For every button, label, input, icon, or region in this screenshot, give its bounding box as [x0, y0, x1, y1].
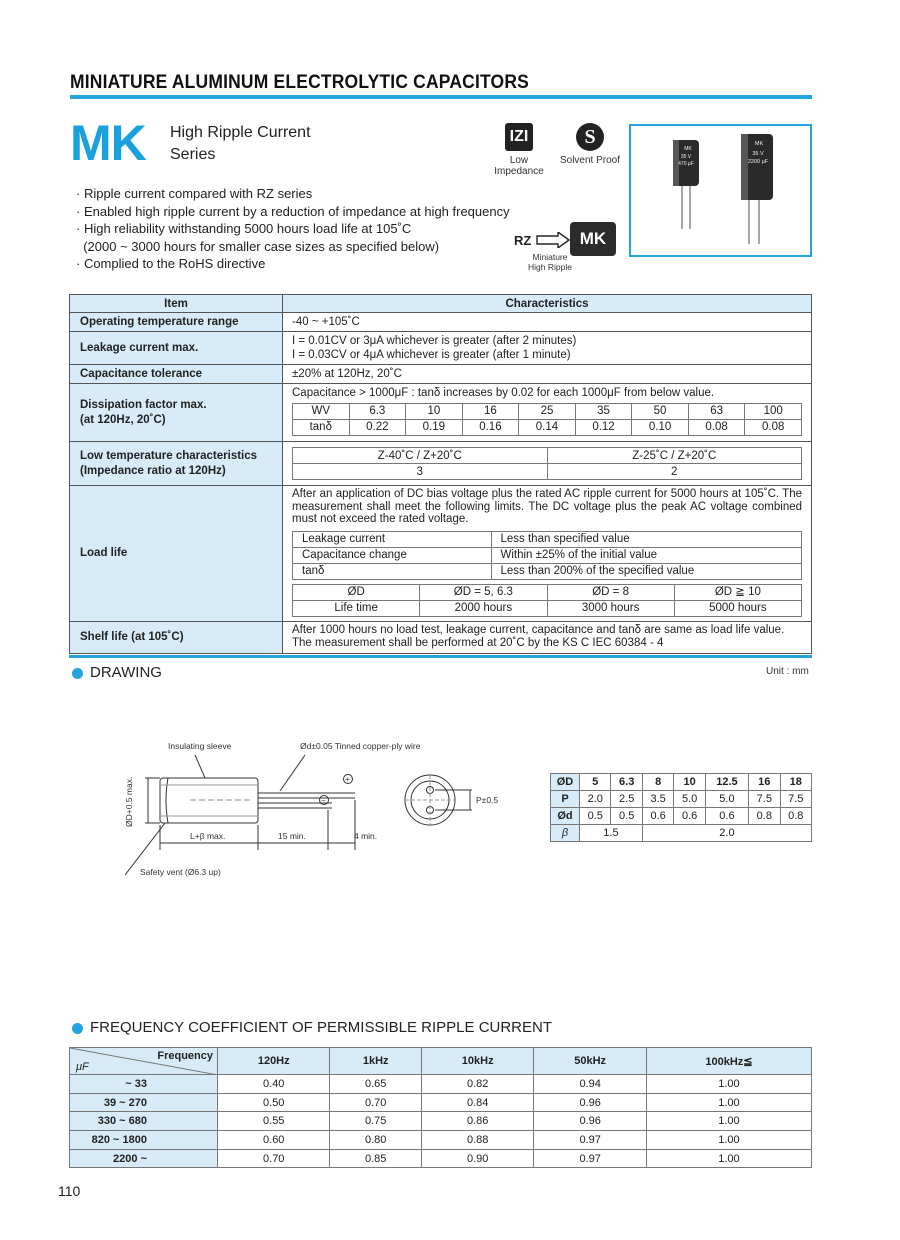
dim-label: Ød — [551, 808, 580, 825]
solvent-proof-icon: S — [576, 123, 604, 151]
life-val: 5000 hours — [674, 600, 801, 616]
series-code: MK — [70, 115, 146, 171]
page-number: 110 — [58, 1183, 81, 1199]
freq-cell: 0.50 — [218, 1093, 330, 1112]
frequency-table — [69, 1047, 812, 1168]
freq-cell: 0.88 — [421, 1131, 533, 1150]
page-title: MINIATURE ALUMINUM ELECTROLYTIC CAPACITORS — [70, 72, 529, 93]
series-name-line1: High Ripple Current — [170, 124, 311, 141]
table-row — [70, 1149, 812, 1168]
low-temp-head: Z-40˚C / Z+20˚C — [293, 448, 548, 464]
low-impedance-label: Low Impedance — [494, 155, 544, 177]
solvent-proof-label: Solvent Proof — [559, 155, 621, 166]
df-wv: 10 — [406, 403, 463, 419]
leakage-label: Leakage current max. — [70, 332, 283, 365]
low-temp-val: 2 — [547, 464, 802, 480]
freq-range: 330 ~ 680 — [70, 1112, 218, 1131]
df-wv-label: WV — [293, 403, 350, 419]
life-head: ØD — [293, 584, 420, 600]
caption-line1: Miniature — [532, 252, 568, 262]
shelf-value — [283, 621, 812, 653]
low-temp-value — [283, 442, 812, 486]
freq-range: 820 ~ 1800 — [70, 1131, 218, 1150]
freq-header: 50kHz — [534, 1048, 646, 1075]
table-row — [70, 313, 812, 332]
cap-tol-value: ±20% at 120Hz, 20˚C — [283, 365, 812, 384]
small-cap-brand: MK — [684, 146, 692, 152]
section-rule — [69, 655, 812, 658]
table-row — [70, 384, 812, 442]
df-wv: 35 — [575, 403, 632, 419]
caption-line2: High Ripple — [528, 262, 572, 272]
low-temp-head: Z-25˚C / Z+20˚C — [547, 448, 802, 464]
series-name — [170, 122, 311, 166]
freq-cell: 0.94 — [534, 1075, 646, 1094]
freq-cell: 1.00 — [646, 1093, 811, 1112]
feature-item: · Enabled high ripple current by a reduction of impedance at high frequency — [76, 203, 510, 219]
df-tan: 0.22 — [349, 419, 406, 435]
mk-series-box: MK — [570, 222, 616, 256]
bullet-icon — [72, 668, 83, 679]
dimension-drawing — [110, 735, 520, 885]
freq-cell: 0.40 — [218, 1075, 330, 1094]
dimension-table — [550, 773, 812, 842]
bullet-icon — [72, 1023, 83, 1034]
cap-tol-label: Capacitance tolerance — [70, 365, 283, 384]
dim-cell: 5.0 — [674, 791, 705, 808]
df-tan: 0.14 — [519, 419, 576, 435]
pitch-label: P±0.5 — [476, 795, 499, 805]
length-label: L+β max. — [190, 831, 226, 841]
low-temp-label — [70, 442, 283, 486]
freq-range: ~ 33 — [70, 1075, 218, 1094]
dim-cell: 0.5 — [611, 808, 642, 825]
life-time-table — [292, 584, 802, 617]
freq-cell: 0.86 — [421, 1112, 533, 1131]
freq-cell: 0.97 — [534, 1149, 646, 1168]
wire-label: Ød±0.05 Tinned copper-ply wire — [300, 741, 421, 751]
table-row — [70, 332, 812, 365]
df-note: Capacitance > 1000μF : tanδ increases by 0.02 for each 1000μF from below value. — [292, 386, 715, 399]
dim-label: ØD — [551, 774, 580, 791]
limit-value: Within ±25% of the initial value — [491, 547, 802, 563]
dim-cell: 2.0 — [642, 825, 811, 842]
corner-uf: μF — [76, 1061, 89, 1073]
freq-range: 2200 ~ — [70, 1149, 218, 1168]
op-temp-value: -40 ~ +105˚C — [283, 313, 812, 332]
limit-item: Capacitance change — [293, 547, 492, 563]
df-label — [70, 384, 283, 442]
leakage-line1: I = 0.01CV or 3μA whichever is greater (after 2 minutes) — [292, 335, 577, 347]
freq-cell: 0.70 — [218, 1149, 330, 1168]
life-head: ØD = 8 — [547, 584, 674, 600]
shelf-line1: After 1000 hours no load test, leakage current, capacitance and tanδ are same as load life value. — [292, 624, 785, 636]
feature-item: (2000 ~ 3000 hours for smaller case sizes as specified below) — [76, 238, 440, 254]
arrow-right-icon — [536, 232, 570, 248]
freq-cell: 0.70 — [330, 1093, 422, 1112]
frequency-title: FREQUENCY COEFFICIENT OF PERMISSIBLE RIPPLE CURRENT — [90, 1019, 553, 1036]
low-impedance-badge — [484, 123, 554, 177]
dim-cell: 2.5 — [611, 791, 642, 808]
life-head: ØD ≧ 10 — [674, 584, 801, 600]
freq-cell: 0.55 — [218, 1112, 330, 1131]
freq-header: 10kHz — [421, 1048, 533, 1075]
freq-cell: 0.97 — [534, 1131, 646, 1150]
freq-cell: 1.00 — [646, 1131, 811, 1150]
table-row — [70, 621, 812, 653]
df-label-line1: Dissipation factor max. — [80, 398, 207, 411]
df-tan: 0.10 — [632, 419, 689, 435]
small-cap-value: 470 μF — [678, 161, 694, 167]
capacitor-photo-image — [631, 126, 810, 255]
low-temp-val: 3 — [293, 464, 548, 480]
table-row — [70, 1075, 812, 1094]
load-life-para: After an application of DC bias voltage plus the rated AC ripple current for 5000 hours at 105˚C. The measurement shall meet the following limits. The DC voltage plus the peak AC voltage combined must not exceed the rated voltage. — [292, 488, 802, 525]
load-life-limits — [292, 531, 802, 580]
df-wv: 63 — [688, 403, 745, 419]
df-tan: 0.16 — [462, 419, 519, 435]
solvent-proof-badge — [559, 123, 621, 166]
minus-icon: − — [321, 796, 326, 805]
freq-cell: 0.80 — [330, 1131, 422, 1150]
table-row — [70, 1112, 812, 1131]
life-val: 3000 hours — [547, 600, 674, 616]
leakage-line2: I = 0.03CV or 4μA whichever is greater (after 1 minute) — [292, 349, 571, 361]
freq-header: 1kHz — [330, 1048, 422, 1075]
dim-cell: 5 — [580, 774, 611, 791]
freq-cell: 0.85 — [330, 1149, 422, 1168]
shelf-line2: The measurement shall be performed at 20˚C by the KS C IEC 60384 - 4 — [292, 637, 664, 649]
series-name-line2: Series — [170, 146, 216, 163]
spec-table — [69, 294, 812, 654]
dim-cell: 0.5 — [580, 808, 611, 825]
df-label-line2: (at 120Hz, 20˚C) — [80, 413, 166, 426]
frequency-corner — [70, 1048, 218, 1075]
plus-icon: + — [345, 775, 350, 784]
df-tan: 0.08 — [688, 419, 745, 435]
low-temp-label-line2: (Impedance ratio at 120Hz) — [80, 464, 226, 477]
lead-label: 15 min. — [278, 831, 306, 841]
rz-series-label: RZ — [514, 233, 532, 248]
title-rule — [70, 95, 812, 99]
dim-cell: 16 — [749, 774, 780, 791]
feature-item: · Ripple current compared with RZ series — [76, 186, 313, 201]
unit-label: Unit : mm — [766, 666, 809, 677]
dim-cell: 5.0 — [705, 791, 748, 808]
life-val: 2000 hours — [420, 600, 547, 616]
freq-range: 39 ~ 270 — [70, 1093, 218, 1112]
freq-header: 120Hz — [218, 1048, 330, 1075]
feature-item: · Complied to the RoHS directive — [76, 256, 266, 271]
freq-cell: 0.82 — [421, 1075, 533, 1094]
table-row — [70, 486, 812, 622]
dim-cell: 7.5 — [780, 791, 811, 808]
low-impedance-icon: IZI — [505, 123, 533, 151]
feature-item: · High reliability withstanding 5000 hours load life at 105˚C — [76, 221, 412, 236]
leakage-value — [283, 332, 812, 365]
df-wv: 100 — [745, 403, 802, 419]
freq-cell: 0.84 — [421, 1093, 533, 1112]
gap-label: 4 min. — [354, 831, 378, 841]
op-temp-label: Operating temperature range — [70, 313, 283, 332]
dim-cell: 1.5 — [580, 825, 643, 842]
mk-series-caption — [524, 252, 576, 272]
df-tan: 0.08 — [745, 419, 802, 435]
corner-frequency: Frequency — [157, 1050, 213, 1062]
df-value — [283, 384, 812, 442]
freq-cell: 0.60 — [218, 1131, 330, 1150]
large-cap-brand: MK — [754, 141, 764, 147]
table-row — [70, 1093, 812, 1112]
freq-cell: 0.90 — [421, 1149, 533, 1168]
table-row — [70, 442, 812, 486]
dim-cell: 10 — [674, 774, 705, 791]
small-cap-voltage: 35 V — [680, 154, 692, 160]
low-temp-table — [292, 447, 802, 480]
freq-header: 100kHz≦ — [646, 1048, 811, 1075]
table-row — [70, 365, 812, 384]
dim-cell: 0.8 — [749, 808, 780, 825]
spec-header-item: Item — [70, 295, 283, 313]
dim-cell: 18 — [780, 774, 811, 791]
spec-header-char: Characteristics — [283, 295, 812, 313]
load-life-label: Load life — [70, 486, 283, 622]
life-val: Life time — [293, 600, 420, 616]
limit-item: tanδ — [293, 563, 492, 579]
dim-cell: 8 — [642, 774, 673, 791]
freq-cell: 0.96 — [534, 1112, 646, 1131]
df-tan: 0.12 — [575, 419, 632, 435]
dim-cell: 3.5 — [642, 791, 673, 808]
df-wv: 16 — [462, 403, 519, 419]
df-table — [292, 403, 802, 436]
limit-value: Less than 200% of the specified value — [491, 563, 802, 579]
dim-cell: 12.5 — [705, 774, 748, 791]
dim-cell: 0.6 — [674, 808, 705, 825]
freq-cell: 0.65 — [330, 1075, 422, 1094]
insulating-sleeve-label: Insulating sleeve — [168, 741, 232, 751]
dim-cell: 6.3 — [611, 774, 642, 791]
freq-cell: 1.00 — [646, 1112, 811, 1131]
shelf-label: Shelf life (at 105˚C) — [70, 621, 283, 653]
dim-cell: 2.0 — [580, 791, 611, 808]
freq-cell: 0.75 — [330, 1112, 422, 1131]
df-wv: 50 — [632, 403, 689, 419]
dim-cell: 0.6 — [705, 808, 748, 825]
df-tan: 0.19 — [406, 419, 463, 435]
dim-cell: 0.6 — [642, 808, 673, 825]
dim-cell: 7.5 — [749, 791, 780, 808]
dim-cell: 0.8 — [780, 808, 811, 825]
dim-label: P — [551, 791, 580, 808]
large-cap-value: 2200 μF — [747, 159, 769, 165]
df-tan-label: tanδ — [293, 419, 350, 435]
diameter-label: ØD+0.5 max. — [124, 776, 134, 827]
load-life-value — [283, 486, 812, 622]
df-wv: 25 — [519, 403, 576, 419]
drawing-title: DRAWING — [90, 664, 162, 681]
large-cap-voltage: 35 V — [752, 151, 764, 157]
vent-label: Safety vent (Ø6.3 up) — [140, 867, 221, 877]
limit-item: Leakage current — [293, 531, 492, 547]
low-temp-label-line1: Low temperature characteristics — [80, 449, 258, 462]
feature-list — [76, 185, 510, 273]
freq-cell: 1.00 — [646, 1075, 811, 1094]
freq-cell: 0.96 — [534, 1093, 646, 1112]
product-photo — [629, 124, 812, 257]
life-head: ØD = 5, 6.3 — [420, 584, 547, 600]
freq-cell: 1.00 — [646, 1149, 811, 1168]
dim-label: β — [551, 825, 580, 842]
df-wv: 6.3 — [349, 403, 406, 419]
limit-value: Less than specified value — [491, 531, 802, 547]
table-row — [70, 1131, 812, 1150]
